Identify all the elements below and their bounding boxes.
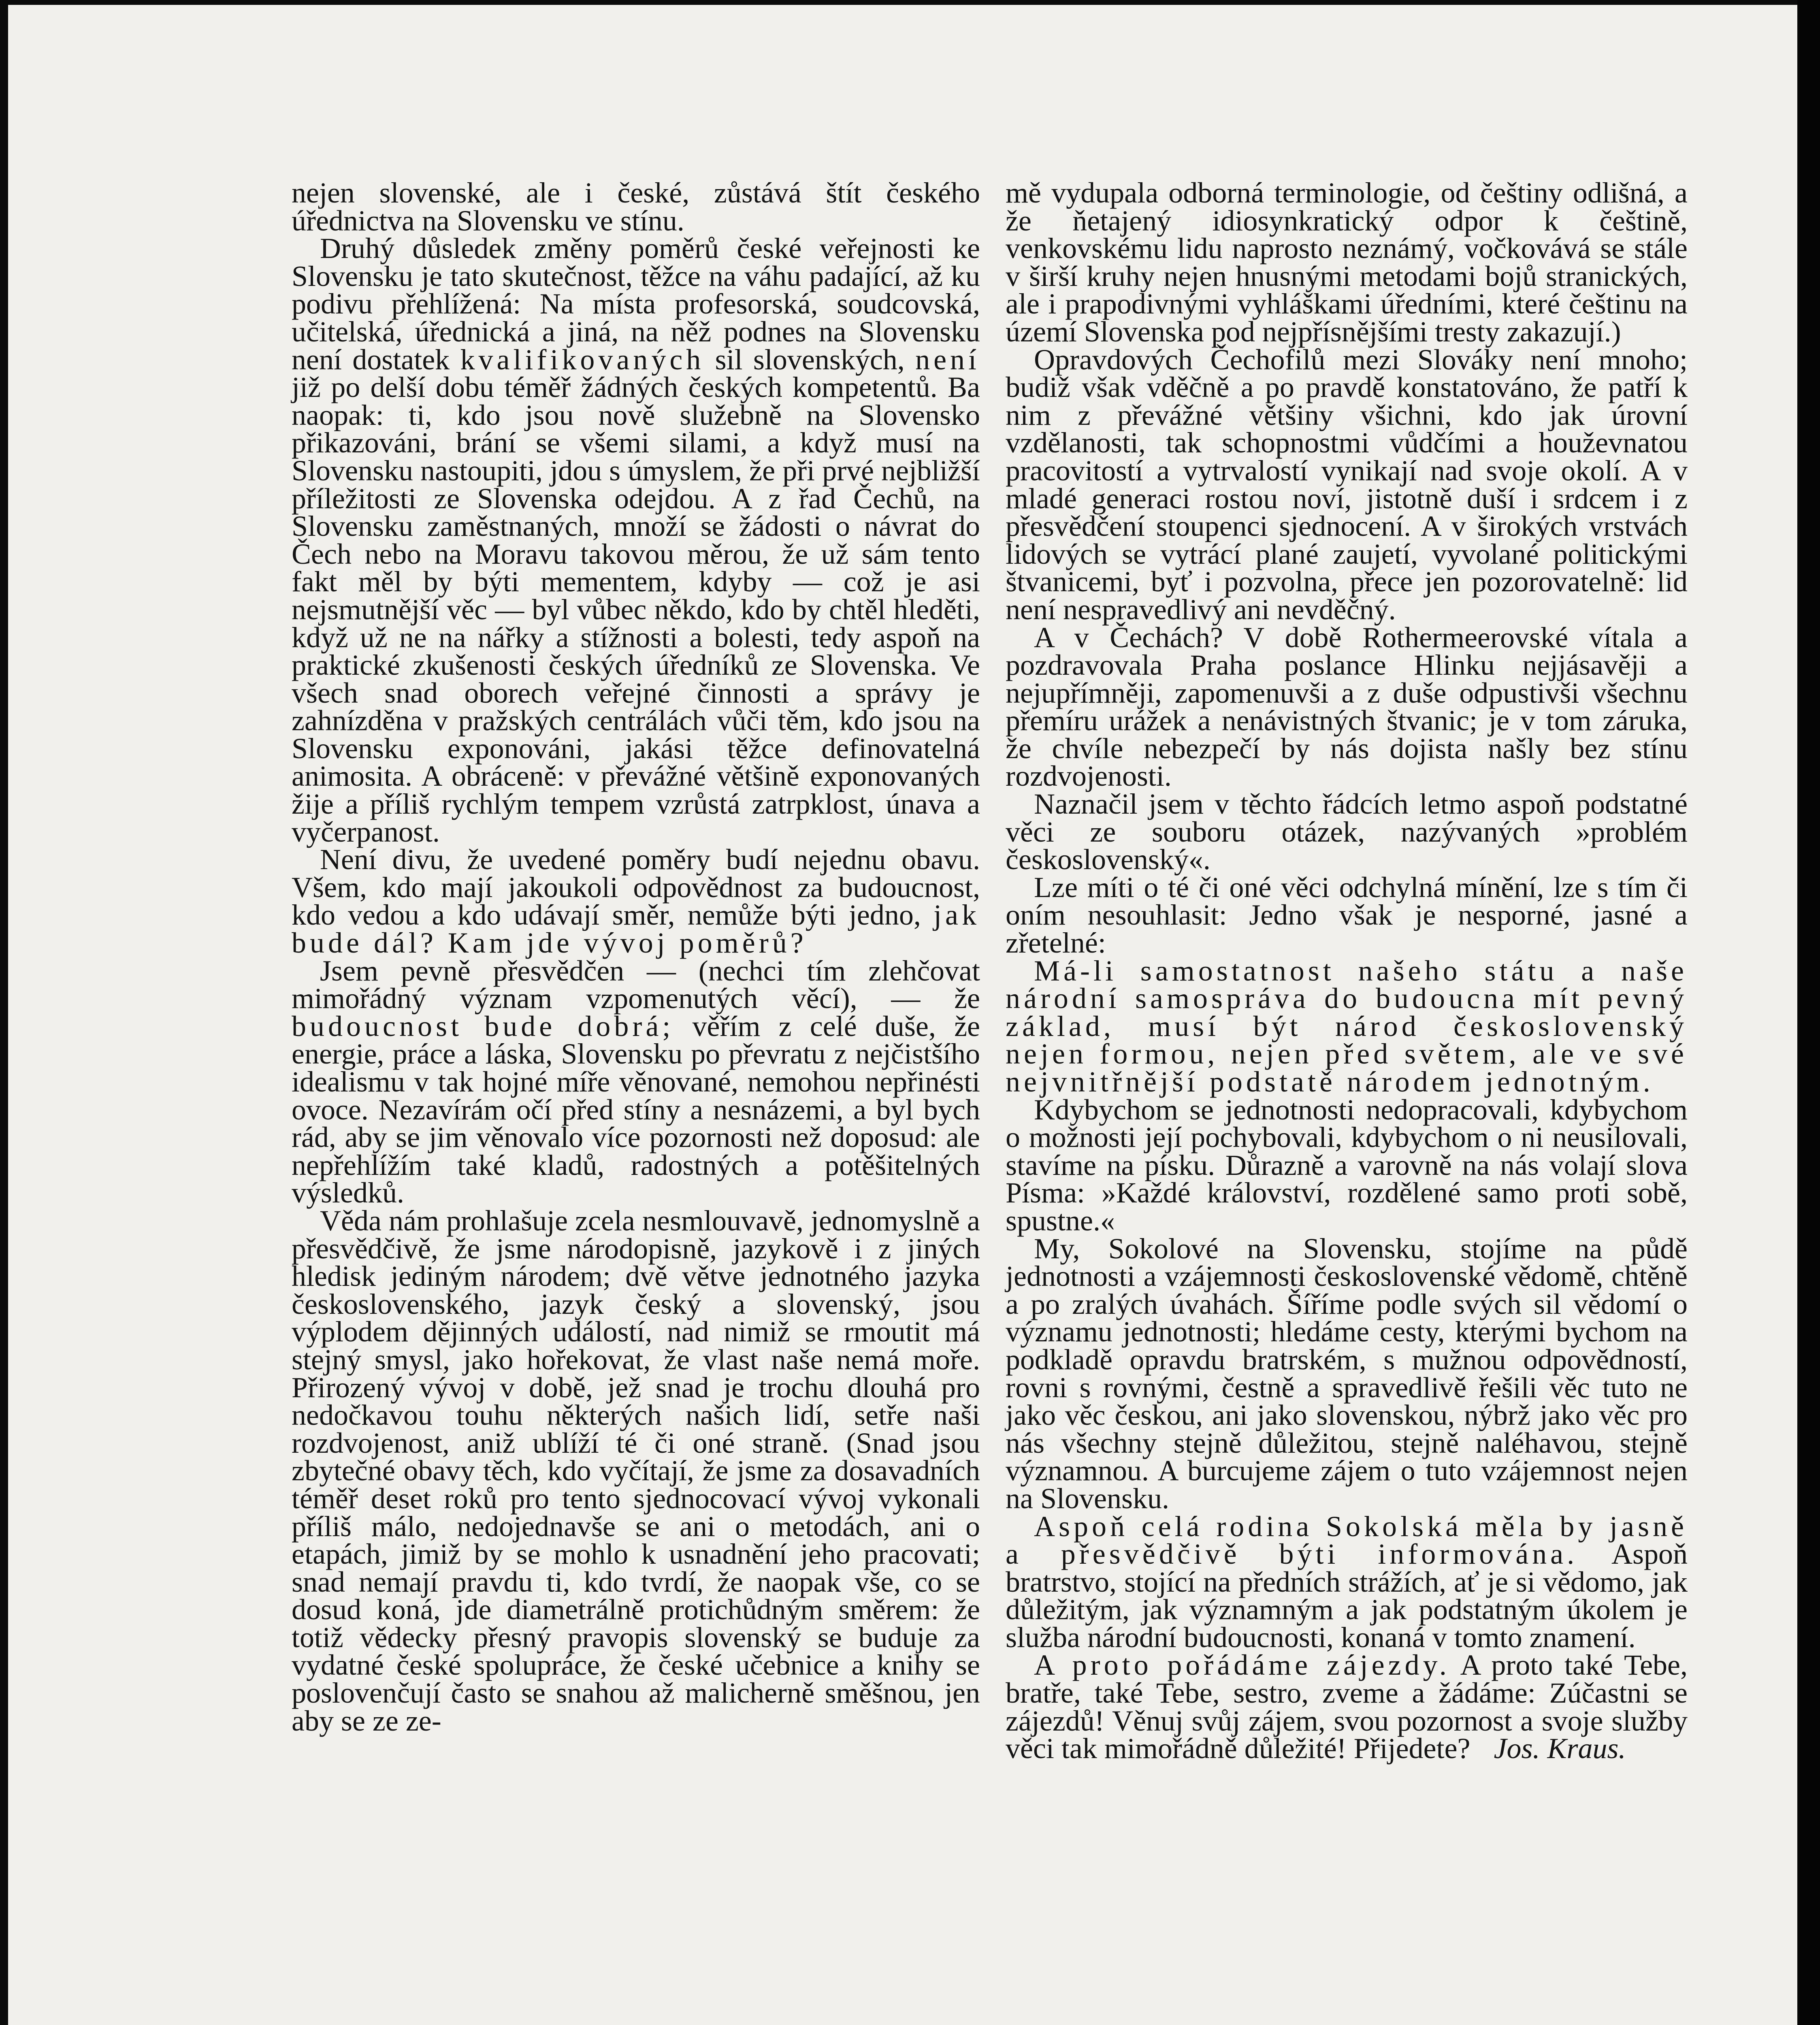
right-paragraph-4: Naznačil jsem v těchto řádcích letmo aspoň podstatné věci ze souboru otázek, nazývaných »problém československý«. <box>1006 788 1688 876</box>
left-paragraph-1: nejen slovenské, ale i české, zůstává štít českého úřednictva na Slovensku ve stínu. <box>292 177 980 237</box>
author-signature: Jos. Kraus. <box>1494 1732 1626 1765</box>
spaced-emphasis: Má-li samostatnost našeho státu a naše národní samospráva do budoucna mít pevný základ, musí být národ československý nejen formou, nejen před světem, ale ve své nejvnitřnější podstatě národem jednotným. <box>1006 954 1688 1098</box>
right-paragraph-2: Opravdových Čechofilů mezi Slováky není mnoho; budiž však vděčně a po pravdě konstatováno, že patří k nim z převážné většiny všichni, kdo jak úrovní vzdělanosti, tak schopnostmi vůdčími a houževnatou pracovitostí a vytrvalostí vynikají nad svoje okolí. A v mladé generaci rostou noví, jistotně duší i srdcem i z přesvědčení stoupenci sjednocení. A v širokých vrstvách lidových se vytrácí plané zaujetí, vyvolané politickými štvanicemi, byť i pozvolna, přece jen pozorovatelně: lid není nespravedlivý ani nevděčný. <box>1006 343 1688 626</box>
right-column <box>1006 179 1688 1763</box>
right-paragraph-8: My, Sokolové na Slovensku, stojíme na půdě jednotnosti a vzájemnosti československé vědomě, chtěně a po zralých úvahách. Šíříme podle svých sil vědomí o významu jednotnosti; hledáme cesty, kterými bychom na podkladě opravdu bratrském, s mužnou odpovědností, rovni s rovnými, čestně a spravedlivě řešili věc tuto ne jako věc českou, ani jako slovenskou, nýbrž jako věc pro nás všechny stejně důležitou, stejně naléhavou, stejně významnou. A burcujeme zájem o tuto vzájemnost nejen na Slovensku. <box>1006 1232 1688 1515</box>
left-paragraph-5: Věda nám prohlašuje zcela nesmlouvavě, jednomyslně a přesvědčivě, že jsme národopisně, jazykově i z jiných hledisk jediným národem; dvě větve jednotného jazyka československého, jazyk český a slovenský, jsou výplodem dějinných událostí, nad nimiž se rmoutit má stejný smysl, jako hořekovat, že vlast naše nemá moře. Přirozený vývoj v době, jež snad je trochu dlouhá pro nedočkavou touhu některých našich lidí, setře naši rozdvojenost, aniž ublíží té či oné straně. (Snad jsou zbytečné obavy těch, kdo vyčítají, že jsme za dosavadních téměř deset roků pro tento sjednocovací vývoj vykonali příliš málo, nedojednavše se ani o metodách, ani o etapách, jimiž by se mohlo k usnadnění jeho pracovati; snad nemají pravdu ti, kdo tvrdí, že naopak vše, co se dosud koná, jde diametrálně protichůdným směrem: že totiž vědecky přesný pravopis slovenský se buduje za vydatné české spolupráce, že české učebnice a knihy se poslovenčují často se snahou až malicherně směšnou, jen aby se ze ze- <box>292 1204 980 1737</box>
left-column <box>292 179 980 1735</box>
spaced-emphasis: budoucnost bude dobrá; <box>292 1010 674 1042</box>
right-paragraph-7: Kdybychom se jednotnosti nedopracovali, kdybychom o možnosti její pochybovali, kdybychom o ni neusilovali, stavíme na písku. Důrazně a varovně na nás volají slova Písma: »Každé království, rozdělené samo proti sobě, spustne.« <box>1006 1093 1688 1237</box>
right-paragraph-10: A proto pořádáme zájezdy. A proto také Tebe, bratře, také Tebe, sestro, zveme a žádáme: Zúčastni se zájezdů! Věnuj svůj zájem, svou pozornost a svoje služby věci tak mimořádně důležité! Přijedete? Jos. Kraus. <box>1006 1649 1688 1765</box>
right-paragraph-1: mě vydupala odborná terminologie, od češtiny odlišná, a že ňetajený idiosynkratický odpor k češtině, venkovskému lidu naprosto neznámý, vočkovává se stále v širší kruhy nejen hnusnými metodami bojů stranických, ale i prapodivnými vyhláškami úředními, které češtinu na území Slovenska pod nejpřísnějšími tresty zakazují.) <box>1006 177 1688 348</box>
right-paragraph-5: Lze míti o té či oné věci odchylná mínění, lze s tím či oním nesouhlasit: Jedno však je nesporné, jasné a zřetelné: <box>1006 871 1688 959</box>
left-paragraph-2: Druhý důsledek změny poměrů české veřejnosti ke Slovensku je tato skutečnost, těžce na váhu padající, až ku podivu přehlížená: Na místa profesorská, soudcovská, učitelská, úřednická a jiná, na něž podnes na Slovensku není dostatek kvalifikovaných sil slovenských, není již po delší dobu téměř žádných českých kompetentů. Ba naopak: ti, kdo jsou nově služebně na Slovensko přikazováni, brání se všemi silami, a když musí na Slovensku nastoupiti, jdou s úmyslem, že při prvé nejbližší příležitosti ze Slovenska odejdou. A z řad Čechů, na Slovensku zaměstnaných, množí se žádosti o návrat do Čech nebo na Moravu takovou měrou, že už sám tento fakt měl by býti mementem, kdyby — což je asi nejsmutnější věc — byl vůbec někdo, kdo by chtěl hleděti, když už ne na nářky a stížnosti a bolesti, tedy aspoň na praktické zkušenosti českých úředníků ze Slovenska. Ve všech snad oborech veřejné činnosti a správy je zahnízděna v pražských centrálách vůči těm, kdo jsou na Slovensku exponováni, jakási těžce definovatelná animosita. A obráceně: v převážné většině exponovaných žije a příliš rychlým tempem vzrůstá zatrpklost, únava a vyčerpanost. <box>292 232 980 848</box>
right-paragraph-3: A v Čechách? V době Rothermeerovské vítala a pozdravovala Praha poslance Hlinku nejjásavěji a nejupřímněji, zapomenuvši a z duše odpustivši všechnu přemíru urážek a nenávistných štvanic; je v tom záruka, že chvíle nebezpečí by nás dojista našly bez stínu rozdvojenosti. <box>1006 621 1688 793</box>
left-paragraph-4: Jsem pevně přesvědčen — (nechci tím zlehčovat mimořádný význam vzpomenutých věcí), — že budoucnost bude dobrá; věřím z celé duše, že energie, práce a láska, Slovensku po převratu z nejčistšího idealismu v tak hojné míře věnované, nemohou nepřinésti ovoce. Nezavírám očí před stíny a nesnázemi, a byl bych rád, aby se jim věnovalo více pozornosti než doposud: ale nepřehlížím také kladů, radostných a potěšitelných výsledků. <box>292 954 980 1209</box>
spaced-emphasis: Aspoň celá rodina Sokolská měla by jasně a přesvědčivě býti informována. <box>1006 1510 1688 1571</box>
spaced-emphasis: není <box>915 343 980 376</box>
spaced-emphasis: jak bude dál? Kam jde vývoj poměrů? <box>292 899 980 959</box>
right-paragraph-9: Aspoň celá rodina Sokolská měla by jasně a přesvědčivě býti informována. Aspoň bratrstvo, stojící na předních strážích, ať je si vědomo, jak důležitým, jak významným a jak podstatným úkolem je služba národní budoucnosti, konaná v tomto znamení. <box>1006 1510 1688 1654</box>
left-paragraph-3: Není divu, že uvedené poměry budí nejednu obavu. Všem, kdo mají jakoukoli odpovědnost za budoucnost, kdo vedou a kdo udávají směr, nemůže býti jedno, jak bude dál? Kam jde vývoj poměrů? <box>292 843 980 959</box>
spaced-emphasis: A proto pořádáme zájezdy. <box>1034 1649 1450 1682</box>
spaced-emphasis: kvalifikovaných <box>460 343 705 376</box>
right-paragraph-6 <box>1006 954 1688 1098</box>
document-page <box>8 5 1797 2025</box>
scan-border <box>1797 0 1820 2025</box>
